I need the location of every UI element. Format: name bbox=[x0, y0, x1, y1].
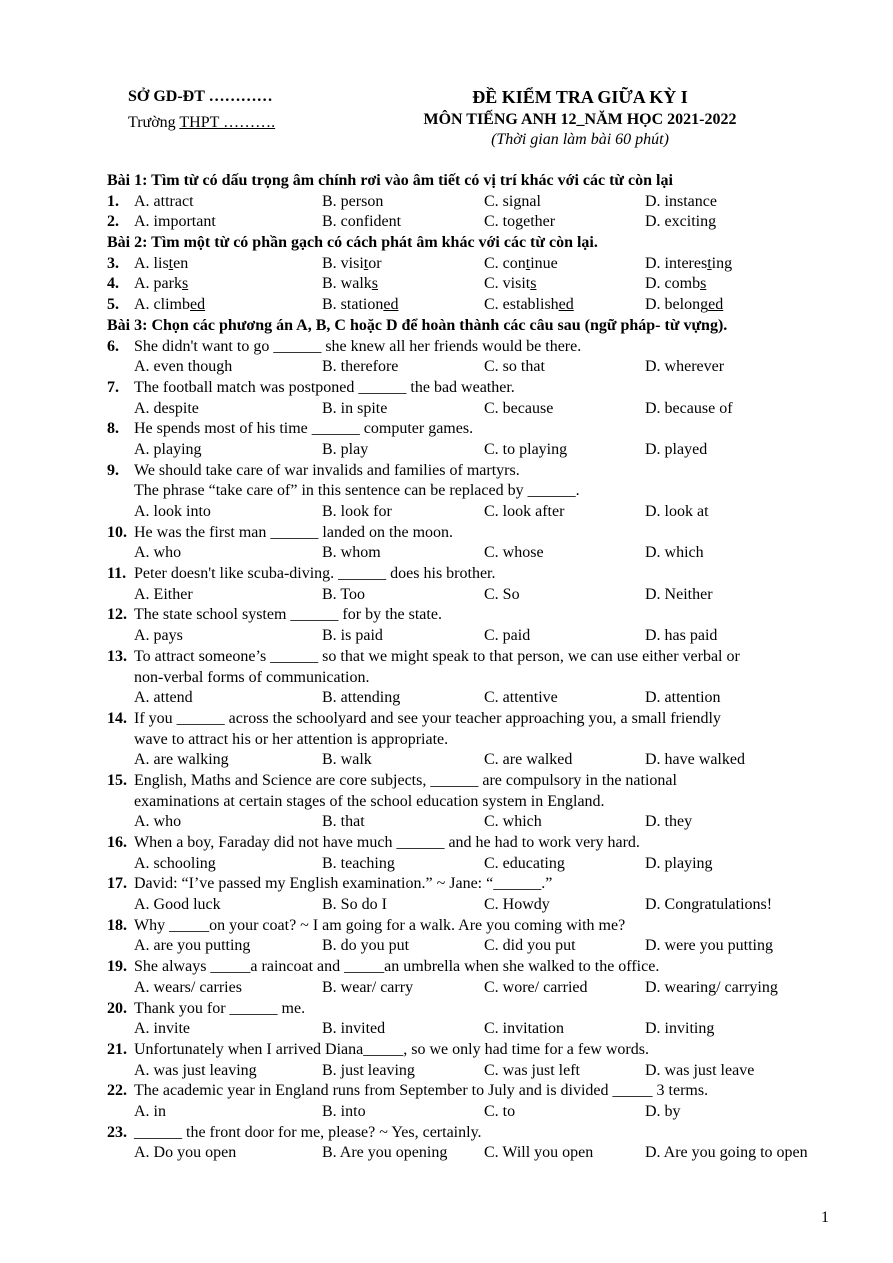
options-row bbox=[0, 936, 893, 957]
option-b bbox=[322, 274, 378, 295]
section-3-title: Bài 3: Chọn các phương án A, B, C hoặc D để hoàn thành các câu sau (ngữ pháp- từ vựng). bbox=[107, 316, 728, 334]
options-row bbox=[0, 543, 893, 564]
question-stem-continued bbox=[0, 481, 893, 502]
option-d: D. were you putting bbox=[645, 937, 773, 955]
option-a: A. important bbox=[134, 213, 216, 231]
option-b: B. that bbox=[322, 813, 365, 831]
question-stem bbox=[0, 461, 893, 482]
option-c: C. paid bbox=[484, 627, 531, 645]
question-row bbox=[0, 295, 893, 316]
options-row bbox=[0, 1102, 893, 1123]
option-a bbox=[134, 274, 188, 295]
option-a: A. despite bbox=[134, 399, 199, 417]
option-b: B. is paid bbox=[322, 627, 383, 645]
options-row bbox=[0, 750, 893, 771]
option-d bbox=[645, 274, 706, 295]
option-c: C. look after bbox=[484, 503, 565, 520]
option-d: D. Are you going to open bbox=[645, 1144, 808, 1162]
question-stem bbox=[0, 564, 893, 585]
question-number: 5. bbox=[107, 296, 119, 314]
option-c: C. attentive bbox=[484, 689, 558, 707]
option-d: D. wherever bbox=[645, 358, 725, 376]
options-row bbox=[0, 502, 893, 523]
options-row bbox=[0, 895, 893, 916]
option-c: C. because bbox=[484, 399, 554, 417]
option-a: A. Do you open bbox=[134, 1144, 237, 1162]
question-text: ______ the front door for me, please? ~ Yes, certainly. bbox=[134, 1123, 482, 1141]
option-text: A. climb bbox=[134, 296, 190, 314]
option-c: C. did you put bbox=[484, 937, 576, 955]
option-b: B. do you put bbox=[322, 937, 410, 955]
option-a: A. was just leaving bbox=[134, 1061, 257, 1079]
option-a: A. pays bbox=[134, 627, 183, 645]
option-d: D. because of bbox=[645, 399, 733, 417]
question-number: 14. bbox=[107, 709, 127, 727]
question-number: 4. bbox=[107, 275, 119, 293]
option-text: A. park bbox=[134, 275, 182, 293]
underlined-part: s bbox=[530, 275, 537, 293]
option-a: A. are you putting bbox=[134, 937, 251, 955]
question-stem bbox=[0, 1040, 893, 1061]
option-a bbox=[134, 295, 205, 316]
question-text: Peter doesn't like scuba-diving. ______ does his brother. bbox=[134, 565, 496, 583]
options-row bbox=[0, 626, 893, 647]
option-b bbox=[322, 295, 398, 316]
exam-time: (Thời gian làm bài 60 phút) bbox=[491, 131, 669, 148]
question-number: 12. bbox=[107, 606, 127, 624]
question-text: If you ______ across the schoolyard and see your teacher approaching you, a small friendly bbox=[134, 709, 721, 727]
option-d: D. playing bbox=[645, 854, 713, 872]
section-heading bbox=[0, 233, 893, 254]
option-c: C. wore/ carried bbox=[484, 978, 588, 996]
option-d: D. Congratulations! bbox=[645, 896, 773, 914]
underlined-part: s bbox=[371, 275, 379, 293]
question-text: The academic year in England runs from September to July and is divided _____ 3 terms. bbox=[134, 1082, 709, 1100]
option-a: A. in bbox=[134, 1102, 166, 1120]
question-text: wave to attract his or her attention is appropriate. bbox=[134, 730, 449, 748]
option-a: A. wears/ carries bbox=[134, 978, 242, 996]
question-number: 18. bbox=[107, 916, 127, 934]
question-stem-continued bbox=[0, 668, 893, 689]
question-number: 20. bbox=[107, 999, 127, 1017]
option-d: D. wearing/ carrying bbox=[645, 978, 778, 996]
underlined-part: ed bbox=[190, 296, 206, 314]
question-stem bbox=[0, 957, 893, 978]
options-row bbox=[0, 1143, 893, 1164]
option-a: A. who bbox=[134, 813, 182, 831]
question-text: To attract someone’s ______ so that we might speak to that person, we can use either verbal or bbox=[134, 647, 740, 665]
option-b: B. teaching bbox=[322, 854, 395, 872]
option-text: inue bbox=[530, 254, 558, 272]
option-b: B. person bbox=[322, 192, 384, 210]
option-d: D. attention bbox=[645, 689, 721, 707]
options-row bbox=[0, 1061, 893, 1082]
question-stem bbox=[0, 1081, 893, 1102]
option-a bbox=[134, 254, 188, 275]
question-number: 19. bbox=[107, 958, 127, 976]
option-b: B. Are you opening bbox=[322, 1144, 448, 1162]
question-text: She always _____a raincoat and _____an umbrella when she walked to the office. bbox=[134, 958, 660, 976]
option-c: C. educating bbox=[484, 854, 565, 872]
option-d bbox=[645, 295, 723, 316]
option-text: or bbox=[368, 254, 382, 272]
question-stem bbox=[0, 647, 893, 668]
question-number: 23. bbox=[107, 1123, 127, 1141]
option-b: B. into bbox=[322, 1102, 366, 1120]
exam-subtitle: MÔN TIẾNG ANH 12_NĂM HỌC 2021-2022 bbox=[423, 111, 737, 128]
question-stem bbox=[0, 419, 893, 440]
option-c bbox=[484, 254, 558, 275]
question-row bbox=[0, 254, 893, 275]
option-d: D. they bbox=[645, 813, 693, 831]
options-row bbox=[0, 585, 893, 606]
underlined-part: ed bbox=[558, 296, 574, 314]
option-c: C. invitation bbox=[484, 1020, 564, 1038]
option-c: C. was just left bbox=[484, 1061, 580, 1079]
question-number: 3. bbox=[107, 254, 119, 272]
options-row bbox=[0, 688, 893, 709]
option-b: B. play bbox=[322, 440, 369, 458]
option-b: B. Too bbox=[322, 585, 366, 603]
option-c bbox=[484, 295, 574, 316]
question-stem bbox=[0, 833, 893, 854]
question-number: 6. bbox=[107, 337, 119, 355]
option-a: A. invite bbox=[134, 1020, 190, 1038]
question-stem bbox=[0, 771, 893, 792]
question-text: examinations at certain stages of the school education system in England. bbox=[134, 792, 605, 810]
options-row bbox=[0, 1019, 893, 1040]
option-b: B. attending bbox=[322, 689, 401, 707]
option-text: B. walk bbox=[322, 275, 372, 293]
option-c bbox=[484, 274, 536, 295]
option-b bbox=[322, 254, 382, 275]
option-d: D. exciting bbox=[645, 213, 717, 231]
option-c: C. Will you open bbox=[484, 1144, 594, 1162]
underlined-part: t bbox=[363, 254, 369, 272]
option-b: B. just leaving bbox=[322, 1061, 415, 1079]
section-heading bbox=[0, 171, 893, 192]
option-a: A. Either bbox=[134, 585, 193, 603]
option-b: B. therefore bbox=[322, 358, 399, 376]
page-number: 1 bbox=[821, 1209, 829, 1226]
option-text: C. establish bbox=[484, 296, 559, 314]
option-a: A. Good luck bbox=[134, 896, 221, 914]
question-number: 21. bbox=[107, 1040, 127, 1058]
underlined-part: t bbox=[525, 254, 531, 272]
option-a: A. are walking bbox=[134, 751, 229, 769]
question-text: She didn't want to go ______ she knew all her friends would be there. bbox=[134, 337, 582, 355]
question-text: The football match was postponed ______ the bad weather. bbox=[134, 378, 515, 396]
option-text: D. comb bbox=[645, 275, 701, 293]
option-a: A. look into bbox=[134, 503, 211, 520]
question-text: Thank you for ______ me. bbox=[134, 999, 306, 1017]
option-d: D. by bbox=[645, 1102, 681, 1120]
question-stem bbox=[0, 709, 893, 730]
option-a: A. who bbox=[134, 544, 182, 562]
option-d: D. inviting bbox=[645, 1020, 715, 1038]
question-text: The phrase “take care of” in this sentence can be replaced by ______. bbox=[134, 482, 580, 500]
option-d: D. have walked bbox=[645, 751, 745, 769]
question-number: 13. bbox=[107, 647, 127, 665]
option-b: B. wear/ carry bbox=[322, 978, 414, 996]
question-stem bbox=[0, 916, 893, 937]
option-c: C. whose bbox=[484, 544, 544, 562]
question-text: David: “I’ve passed my English examination.” ~ Jane: “______.” bbox=[134, 875, 553, 893]
option-c: C. Howdy bbox=[484, 896, 550, 914]
options-row bbox=[0, 812, 893, 833]
question-stem bbox=[0, 1123, 893, 1144]
option-d: D. instance bbox=[645, 192, 717, 210]
options-row bbox=[0, 978, 893, 999]
underlined-part: s bbox=[700, 275, 707, 293]
question-number: 15. bbox=[107, 771, 127, 789]
section-2-title: Bài 2: Tìm một từ có phần gạch có cách phát âm khác với các từ còn lại. bbox=[107, 234, 598, 252]
question-stem-continued bbox=[0, 730, 893, 751]
underlined-part: ed bbox=[708, 296, 724, 314]
option-c: C. to playing bbox=[484, 440, 568, 458]
question-text: The state school system ______ for by the state. bbox=[134, 606, 442, 624]
option-b: B. invited bbox=[322, 1020, 386, 1038]
option-d bbox=[645, 254, 732, 275]
option-b: B. whom bbox=[322, 544, 381, 562]
question-number: 22. bbox=[107, 1082, 127, 1100]
question-number: 16. bbox=[107, 834, 127, 851]
question-text: He was the first man ______ landed on the moon. bbox=[134, 523, 454, 541]
question-number: 8. bbox=[107, 420, 119, 438]
option-b: B. in spite bbox=[322, 399, 388, 417]
question-stem bbox=[0, 378, 893, 399]
section-heading bbox=[0, 316, 893, 337]
option-b: B. walk bbox=[322, 751, 372, 769]
option-text: A. lis bbox=[134, 254, 169, 272]
option-a: A. playing bbox=[134, 440, 202, 458]
question-number: 11. bbox=[107, 565, 127, 583]
question-stem bbox=[0, 874, 893, 895]
option-b: B. So do I bbox=[322, 896, 387, 914]
option-text: D. belong bbox=[645, 296, 709, 314]
question-number: 17. bbox=[107, 875, 127, 893]
question-number: 10. bbox=[107, 523, 127, 541]
option-c: C. together bbox=[484, 213, 556, 231]
option-d: D. Neither bbox=[645, 585, 713, 603]
option-a: A. attract bbox=[134, 192, 194, 210]
exam-content bbox=[0, 171, 893, 1164]
question-text: Why _____on your coat? ~ I am going for a walk. Are you coming with me? bbox=[134, 916, 626, 934]
option-text: en bbox=[173, 254, 189, 272]
option-b: B. look for bbox=[322, 503, 392, 520]
option-d: D. played bbox=[645, 440, 708, 458]
question-text: He spends most of his time ______ computer games. bbox=[134, 420, 474, 438]
options-row bbox=[0, 854, 893, 875]
question-number: 7. bbox=[107, 378, 119, 396]
option-c: C. are walked bbox=[484, 751, 573, 769]
option-a: A. even though bbox=[134, 358, 233, 376]
option-d: D. look at bbox=[645, 503, 709, 520]
option-b: B. confident bbox=[322, 213, 402, 231]
options-row bbox=[0, 440, 893, 461]
options-row bbox=[0, 399, 893, 420]
question-stem bbox=[0, 523, 893, 544]
question-row bbox=[0, 274, 893, 295]
question-stem bbox=[0, 605, 893, 626]
option-text: B. visi bbox=[322, 254, 364, 272]
question-stem bbox=[0, 999, 893, 1020]
question-text: We should take care of war invalids and families of martyrs. bbox=[134, 461, 520, 479]
option-d: D. has paid bbox=[645, 627, 718, 645]
question-number: 2. bbox=[107, 213, 119, 231]
option-c: C. which bbox=[484, 813, 542, 831]
question-stem bbox=[0, 337, 893, 358]
school-name: THPT ………. bbox=[179, 114, 276, 131]
options-row bbox=[0, 357, 893, 378]
option-a: A. schooling bbox=[134, 854, 216, 872]
option-c: C. So bbox=[484, 585, 520, 603]
question-row bbox=[0, 212, 893, 233]
option-a: A. attend bbox=[134, 689, 193, 707]
section-1-title: Bài 1: Tìm từ có dấu trọng âm chính rơi vào âm tiết có vị trí khác với các từ còn lại bbox=[107, 172, 673, 189]
question-number: 9. bbox=[107, 461, 119, 479]
underlined-part: s bbox=[181, 275, 189, 293]
underlined-part: t bbox=[168, 254, 174, 272]
question-row bbox=[0, 192, 893, 213]
question-stem-continued bbox=[0, 792, 893, 813]
question-text: English, Maths and Science are core subjects, ______ are compulsory in the national bbox=[134, 771, 677, 789]
department-label: SỞ GD-ĐT ………… bbox=[128, 88, 273, 105]
option-d: D. which bbox=[645, 544, 704, 562]
school-prefix: Trường bbox=[128, 114, 180, 131]
option-text: D. interes bbox=[645, 254, 708, 272]
option-text: B. station bbox=[322, 296, 384, 314]
option-c: C. to bbox=[484, 1102, 516, 1120]
question-text: When a boy, Faraday did not have much ______ and he had to work very hard. bbox=[134, 834, 640, 851]
exam-title: ĐỀ KIỂM TRA GIỮA KỲ I bbox=[472, 87, 688, 107]
option-text: C. visit bbox=[484, 275, 531, 293]
option-d: D. was just leave bbox=[645, 1061, 755, 1079]
option-text: ing bbox=[711, 254, 733, 272]
option-c: C. so that bbox=[484, 358, 545, 376]
question-text: non-verbal forms of communication. bbox=[134, 668, 370, 686]
option-c: C. signal bbox=[484, 192, 541, 210]
question-text: Unfortunately when I arrived Diana_____, so we only had time for a few words. bbox=[134, 1040, 649, 1058]
underlined-part: ed bbox=[383, 296, 399, 314]
underlined-part: t bbox=[707, 254, 712, 272]
question-number: 1. bbox=[107, 192, 119, 210]
option-text: C. con bbox=[484, 254, 526, 272]
